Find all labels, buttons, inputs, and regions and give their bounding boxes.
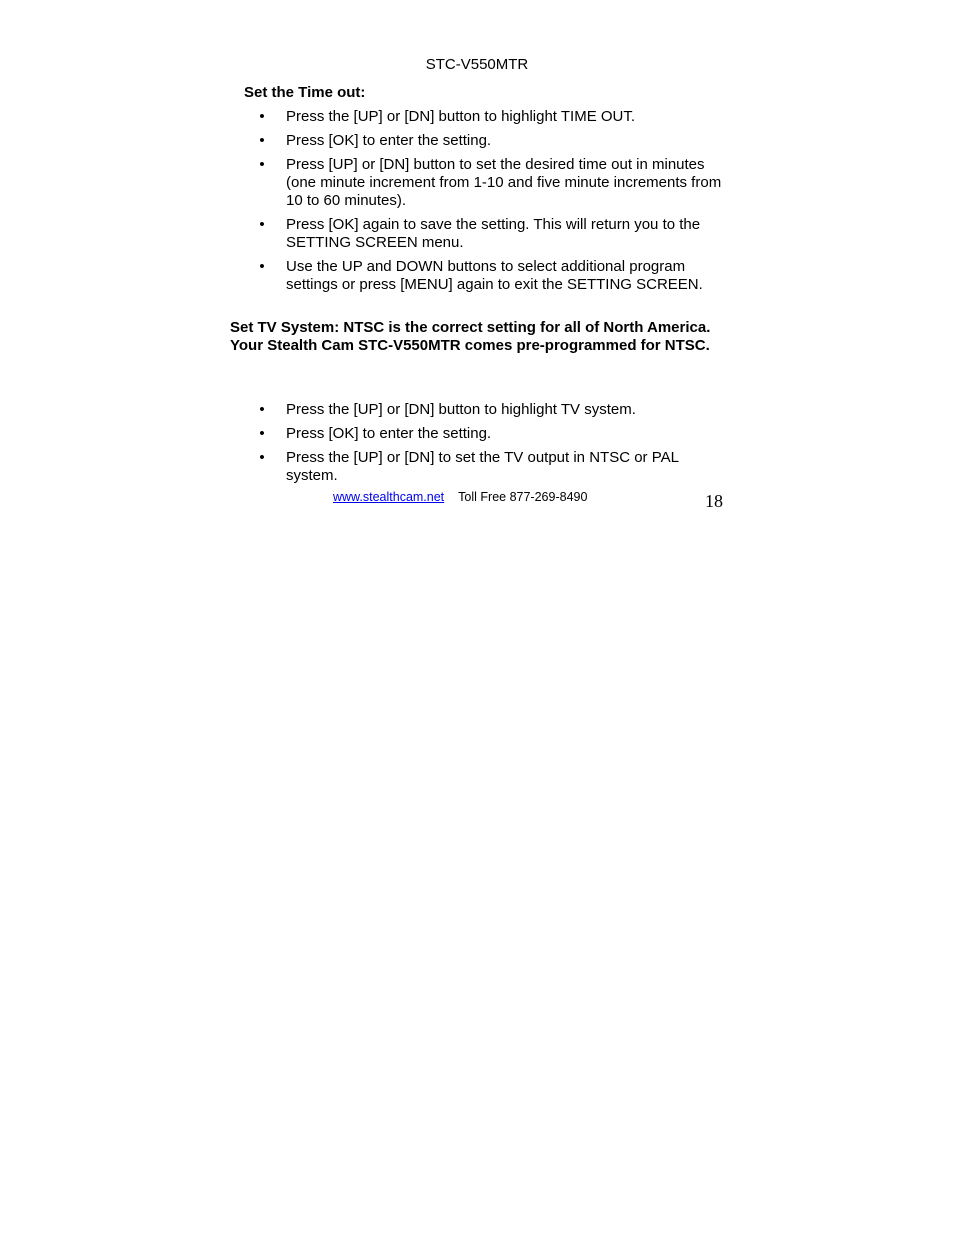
page-footer — [333, 490, 587, 505]
list-item — [256, 449, 726, 485]
bullet-icon: • — [259, 108, 265, 125]
bullet-icon: • — [259, 449, 265, 466]
list-item — [256, 258, 726, 294]
list-item-text: Use the UP and DOWN buttons to select additional program settings or press [MENU] again to exit the SETTING SCREEN. — [286, 258, 703, 293]
list-item — [256, 401, 726, 419]
list-item — [256, 156, 726, 210]
list-item-text: Press [UP] or [DN] button to set the desired time out in minutes (one minute increment from 1-10 and five minute increments from 10 to 60 minutes). — [286, 156, 722, 209]
bullet-icon: • — [259, 401, 265, 418]
bullet-icon: • — [259, 425, 265, 442]
timeout-heading: Set the Time out: — [244, 84, 366, 101]
list-item-text: Press the [UP] or [DN] button to highlight TV system. — [286, 401, 636, 418]
website-link[interactable]: www.stealthcam.net — [333, 490, 445, 504]
timeout-bullet-list — [256, 108, 726, 300]
list-item — [256, 108, 726, 126]
list-item — [256, 216, 726, 252]
toll-free-number: Toll Free 877-269-8490 — [458, 490, 588, 504]
tv-system-bullet-list — [256, 401, 726, 491]
bullet-icon: • — [259, 216, 265, 233]
list-item — [256, 132, 726, 150]
page-header-title: STC-V550MTR — [425, 56, 529, 73]
list-item-text: Press the [UP] or [DN] to set the TV output in NTSC or PAL system. — [286, 449, 679, 484]
tv-system-heading: Set TV System: NTSC is the correct setting for all of North America. Your Stealth Cam STC-V550MTR comes pre-programmed for NTSC. — [230, 319, 711, 354]
page-number: 18 — [705, 491, 723, 511]
list-item — [256, 425, 726, 443]
list-item-text: Press the [UP] or [DN] button to highlight TIME OUT. — [286, 108, 636, 125]
list-item-text: Press [OK] to enter the setting. — [286, 425, 492, 442]
list-item-text: Press [OK] to enter the setting. — [286, 132, 492, 149]
list-item-text: Press [OK] again to save the setting. This will return you to the SETTING SCREEN menu. — [286, 216, 701, 251]
bullet-icon: • — [259, 156, 265, 173]
bullet-icon: • — [259, 258, 265, 275]
bullet-icon: • — [259, 132, 265, 149]
